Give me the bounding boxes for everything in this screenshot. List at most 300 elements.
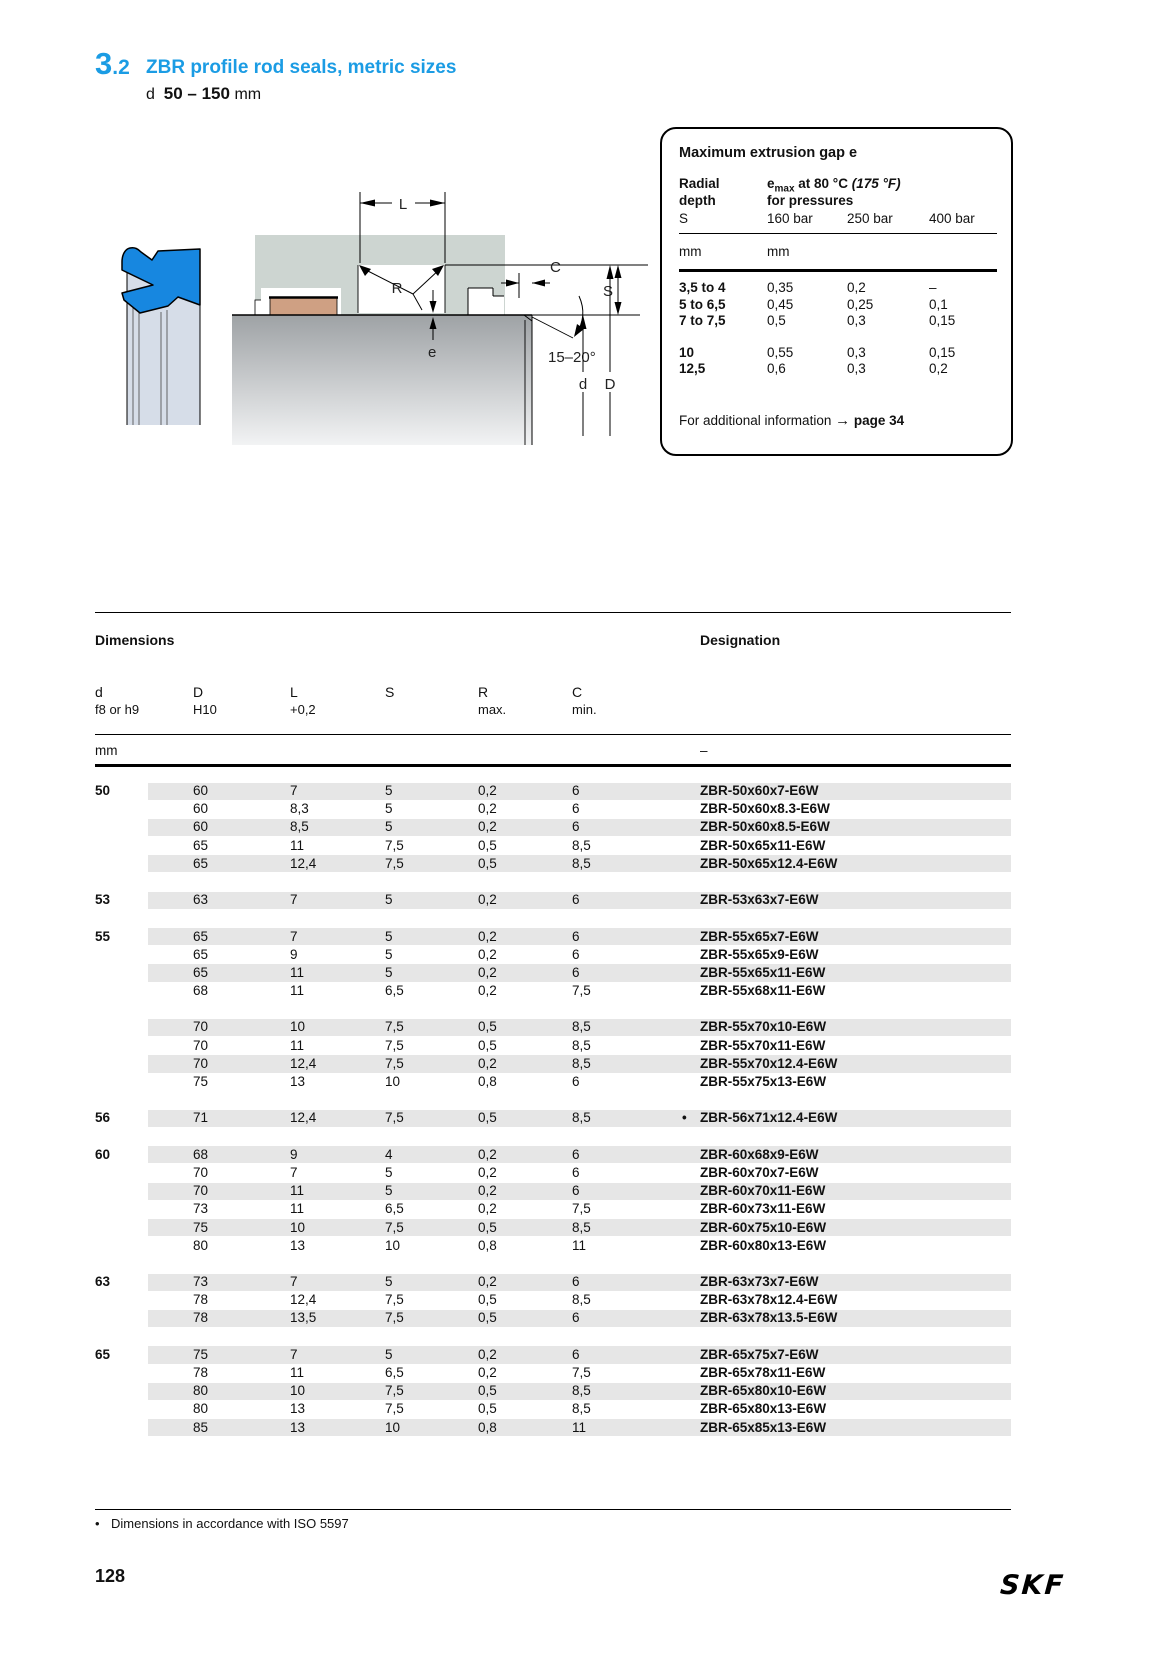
dimension-S xyxy=(603,265,622,315)
gapbox-col-250bar: 250 bar xyxy=(847,211,893,226)
gapbox-value-400bar: 0,1 xyxy=(929,296,948,312)
extrusion-gap-box xyxy=(660,127,1013,456)
row-L-value: 13 xyxy=(290,1237,306,1253)
table-row xyxy=(95,1364,1011,1382)
table-row xyxy=(95,1237,1011,1255)
footnote-label: Dimensions in accordance with ISO 5597 xyxy=(111,1516,349,1531)
gapbox-rows xyxy=(679,280,997,378)
table-row xyxy=(95,982,1011,1000)
gapbox-value-250bar: 0,3 xyxy=(847,313,866,328)
gapbox-radial-depth: 3,5 to 4 xyxy=(679,280,726,295)
table-group-d60 xyxy=(95,1146,1011,1255)
table-rule-mid xyxy=(95,734,1011,735)
gapbox-value-250bar: 0,2 xyxy=(847,280,866,295)
table-row xyxy=(95,1382,1011,1400)
row-S-value: 7,5 xyxy=(385,1055,404,1071)
row-S-value: 5 xyxy=(385,801,393,817)
row-C-value: 7,5 xyxy=(572,983,591,999)
row-C-value: 6 xyxy=(572,783,580,798)
row-C-value: 8,5 xyxy=(572,837,591,853)
row-D-value: 60 xyxy=(193,801,209,817)
table-row xyxy=(95,1400,1011,1418)
row-designation: ZBR-60x68x9-E6W xyxy=(700,1146,819,1162)
row-C-value: 6 xyxy=(572,801,580,817)
row-L-value: 9 xyxy=(290,1146,298,1162)
footnote xyxy=(95,1509,1011,1531)
table-row xyxy=(95,891,1011,909)
row-D-value: 70 xyxy=(193,1164,209,1180)
row-designation: ZBR-55x65x9-E6W xyxy=(700,946,819,962)
row-R-value: 0,8 xyxy=(478,1419,497,1435)
row-D-value: 75 xyxy=(193,1074,209,1089)
label-e: e xyxy=(428,344,437,361)
row-S-value: 5 xyxy=(385,783,393,798)
row-C-value: 6 xyxy=(572,1310,580,1326)
row-D-value: 78 xyxy=(193,1292,209,1308)
row-designation: ZBR-55x68x11-E6W xyxy=(700,983,826,999)
row-R-value: 0,5 xyxy=(478,1401,497,1417)
gapbox-rule-thick xyxy=(679,269,997,272)
row-D-value: 65 xyxy=(193,837,209,853)
row-L-value: 7 xyxy=(290,1346,298,1362)
row-C-value: 8,5 xyxy=(572,1055,591,1071)
col-subheader-D: H10 xyxy=(193,702,217,717)
table-group-d55 xyxy=(95,928,1011,1092)
row-S-value: 4 xyxy=(385,1146,393,1162)
table-row xyxy=(95,946,1011,964)
gapbox-value-160bar: 0,6 xyxy=(767,361,786,376)
row-D-value: 75 xyxy=(193,1219,209,1235)
row-L-value: 7 xyxy=(290,1274,298,1290)
row-L-value: 7 xyxy=(290,1164,298,1180)
table-row xyxy=(95,1055,1011,1073)
row-D-value: 70 xyxy=(193,1183,209,1199)
row-L-value: 12,4 xyxy=(290,1110,317,1126)
row-S-value: 6,5 xyxy=(385,1365,404,1380)
row-designation: ZBR-65x80x10-E6W xyxy=(700,1383,827,1399)
col-header-d: d xyxy=(95,684,103,700)
iso-bullet: • xyxy=(682,1110,687,1126)
gapbox-col1-header2: depth xyxy=(679,193,716,208)
chamfer-angle xyxy=(532,296,596,366)
table-row xyxy=(95,1109,1011,1127)
row-designation: ZBR-55x65x7-E6W xyxy=(700,928,819,944)
gapbox-value-160bar: 0,35 xyxy=(767,280,794,295)
gapbox-title: Maximum extrusion gap e xyxy=(679,145,858,161)
row-designation: ZBR-60x80x13-E6W xyxy=(700,1237,827,1253)
row-L-value: 7 xyxy=(290,928,298,944)
row-C-value: 8,5 xyxy=(572,1219,591,1235)
row-R-value: 0,5 xyxy=(478,1292,497,1308)
row-d-value: 63 xyxy=(95,1274,111,1290)
col-header-C: C xyxy=(572,684,583,700)
label-L: L xyxy=(398,196,408,213)
gapbox-value-250bar: 0,25 xyxy=(847,296,874,312)
arrow-right-icon: → xyxy=(835,412,851,429)
col-subheader-C: min. xyxy=(572,702,597,717)
row-R-value: 0,2 xyxy=(478,819,497,835)
label-R: R xyxy=(391,280,403,297)
label-C: C xyxy=(550,259,561,276)
row-L-value: 13 xyxy=(290,1419,306,1435)
gapbox-footer xyxy=(679,412,904,429)
row-C-value: 6 xyxy=(572,1346,580,1362)
row-L-value: 10 xyxy=(290,1019,306,1035)
row-S-value: 5 xyxy=(385,1274,393,1290)
row-D-value: 68 xyxy=(193,983,209,999)
gapbox-value-250bar: 0,3 xyxy=(847,361,866,376)
row-d-value: 56 xyxy=(95,1110,111,1126)
table-row xyxy=(95,1219,1011,1237)
row-R-value: 0,2 xyxy=(478,1055,497,1071)
row-L-value: 8,3 xyxy=(290,801,309,817)
col-header-D: D xyxy=(193,684,204,700)
row-S-value: 10 xyxy=(385,1237,401,1253)
gapbox-row xyxy=(679,361,997,378)
row-L-value: 10 xyxy=(290,1383,306,1399)
row-C-value: 8,5 xyxy=(572,1292,591,1308)
gapbox-footer-text: For additional information xyxy=(679,413,836,428)
seal-profile-left xyxy=(122,248,200,425)
row-D-value: 78 xyxy=(193,1310,209,1326)
row-R-value: 0,5 xyxy=(478,1383,497,1399)
row-C-value: 6 xyxy=(572,964,580,980)
row-C-value: 6 xyxy=(572,1074,580,1089)
page-subtitle xyxy=(146,84,261,104)
row-S-value: 7,5 xyxy=(385,1292,404,1308)
row-L-value: 13 xyxy=(290,1074,306,1089)
row-R-value: 0,2 xyxy=(478,983,497,999)
row-S-value: 7,5 xyxy=(385,837,404,853)
footnote-text xyxy=(95,1516,349,1531)
row-D-value: 80 xyxy=(193,1237,209,1253)
row-designation: ZBR-55x65x11-E6W xyxy=(700,964,826,980)
row-d-value: 53 xyxy=(95,892,111,908)
row-L-value: 13,5 xyxy=(290,1310,317,1326)
row-R-value: 0,2 xyxy=(478,783,497,798)
gapbox-page-link[interactable]: page 34 xyxy=(850,413,905,428)
table-row xyxy=(95,1419,1011,1437)
heading-designation: Designation xyxy=(700,632,781,648)
row-L-value: 8,5 xyxy=(290,819,309,835)
row-designation: ZBR-50x65x11-E6W xyxy=(700,837,826,853)
row-R-value: 0,5 xyxy=(478,1310,497,1326)
row-designation: ZBR-60x73x11-E6W xyxy=(700,1201,826,1217)
row-D-value: 65 xyxy=(193,946,209,962)
row-S-value: 5 xyxy=(385,1346,393,1362)
gapbox-radial-depth: 5 to 6,5 xyxy=(679,296,726,312)
gapbox-value-160bar: 0,55 xyxy=(767,344,794,360)
row-S-value: 7,5 xyxy=(385,1383,404,1399)
row-R-value: 0,2 xyxy=(478,1164,497,1180)
row-designation: ZBR-55x70x12.4-E6W xyxy=(700,1055,838,1071)
row-R-value: 0,5 xyxy=(478,855,497,871)
row-d-value: 55 xyxy=(95,928,111,944)
row-designation: ZBR-60x70x7-E6W xyxy=(700,1164,819,1180)
row-D-value: 65 xyxy=(193,928,209,944)
row-R-value: 0,2 xyxy=(478,1274,497,1290)
row-C-value: 6 xyxy=(572,892,580,908)
table-row xyxy=(95,1273,1011,1291)
table-rule-thick xyxy=(95,764,1011,767)
table-row xyxy=(95,1018,1011,1036)
gapbox-col1-header: Radial xyxy=(679,176,720,191)
row-R-value: 0,8 xyxy=(478,1074,497,1089)
row-R-value: 0,5 xyxy=(478,1037,497,1053)
table-row xyxy=(95,1200,1011,1218)
row-C-value: 6 xyxy=(572,1164,580,1180)
row-R-value: 0,5 xyxy=(478,1019,497,1035)
row-S-value: 7,5 xyxy=(385,1037,404,1053)
row-R-value: 0,2 xyxy=(478,892,497,908)
label-D: D xyxy=(604,376,616,393)
table-row xyxy=(95,818,1011,836)
row-L-value: 7 xyxy=(290,892,298,908)
row-C-value: 6 xyxy=(572,928,580,944)
row-D-value: 73 xyxy=(193,1201,209,1217)
row-L-value: 12,4 xyxy=(290,855,317,871)
row-C-value: 6 xyxy=(572,1146,580,1162)
row-C-value: 8,5 xyxy=(572,1037,591,1053)
row-L-value: 9 xyxy=(290,946,298,962)
col-subheader-R: max. xyxy=(478,702,507,717)
row-R-value: 0,2 xyxy=(478,1146,497,1162)
dimension-d xyxy=(579,315,587,436)
gapbox-value-250bar: 0,3 xyxy=(847,344,866,360)
row-L-value: 11 xyxy=(290,983,305,999)
row-C-value: 6 xyxy=(572,1274,580,1290)
emax-temp-f: (175 °F) xyxy=(851,176,901,191)
col-subheader-d: f8 or h9 xyxy=(95,702,140,717)
table-row xyxy=(95,1346,1011,1364)
emax-symbol: e xyxy=(767,176,775,191)
footnote-bullet: • xyxy=(95,1516,100,1531)
row-designation: • ZBR-56x71x12.4-E6W xyxy=(700,1109,837,1127)
row-designation: ZBR-65x78x11-E6W xyxy=(700,1365,826,1380)
row-designation: ZBR-63x78x12.4-E6W xyxy=(700,1292,838,1308)
col-header-L: L xyxy=(290,684,298,700)
row-C-value: 7,5 xyxy=(572,1365,591,1380)
row-L-value: 11 xyxy=(290,1365,305,1380)
subtitle-unit: mm xyxy=(234,86,262,103)
page-title: ZBR profile rod seals, metric sizes xyxy=(146,57,457,78)
row-S-value: 7,5 xyxy=(385,1019,404,1035)
row-D-value: 60 xyxy=(193,819,209,835)
gapbox-col-400bar: 400 bar xyxy=(929,211,975,226)
row-designation: ZBR-53x63x7-E6W xyxy=(700,892,819,908)
row-S-value: 5 xyxy=(385,928,393,944)
table-row xyxy=(95,964,1011,982)
gapbox-value-400bar: 0,15 xyxy=(929,313,956,328)
row-D-value: 80 xyxy=(193,1401,209,1417)
section-number-major: 3 xyxy=(95,46,113,81)
heading-dimensions: Dimensions xyxy=(95,632,175,648)
row-D-value: 73 xyxy=(193,1274,209,1290)
emax-temp: at 80 °C xyxy=(794,176,852,191)
row-D-value: 63 xyxy=(193,892,209,908)
row-S-value: 5 xyxy=(385,1164,393,1180)
row-D-value: 71 xyxy=(193,1110,209,1126)
section-number xyxy=(95,48,130,80)
row-C-value: 11 xyxy=(572,1419,587,1435)
row-designation: ZBR-63x73x7-E6W xyxy=(700,1274,819,1290)
row-L-value: 7 xyxy=(290,783,298,798)
gapbox-unit-1: mm xyxy=(679,244,702,259)
gapbox-row xyxy=(679,345,997,362)
row-L-value: 11 xyxy=(290,1201,305,1217)
section-number-minor: .2 xyxy=(112,56,130,79)
gapbox-col-160bar: 160 bar xyxy=(767,211,813,226)
row-S-value: 6,5 xyxy=(385,983,404,999)
gapbox-radial-depth: 7 to 7,5 xyxy=(679,313,726,328)
table-group-d53 xyxy=(95,891,1011,909)
gapbox-rule-thin xyxy=(679,233,997,234)
backup-ring xyxy=(270,298,337,315)
row-C-value: 7,5 xyxy=(572,1201,591,1217)
gapbox-value-160bar: 0,5 xyxy=(767,313,786,328)
row-R-value: 0,5 xyxy=(478,1110,497,1126)
row-d-value: 65 xyxy=(95,1346,111,1362)
row-R-value: 0,2 xyxy=(478,801,497,817)
unit-mm: mm xyxy=(95,743,118,758)
row-D-value: 65 xyxy=(193,855,209,871)
table-group-d63 xyxy=(95,1273,1011,1328)
row-R-value: 0,2 xyxy=(478,1365,497,1380)
row-designation: ZBR-55x70x10-E6W xyxy=(700,1019,827,1035)
row-D-value: 70 xyxy=(193,1037,209,1053)
row-designation: ZBR-60x75x10-E6W xyxy=(700,1219,827,1235)
unit-row xyxy=(95,743,1011,758)
row-R-value: 0,2 xyxy=(478,946,497,962)
row-designation: ZBR-50x65x12.4-E6W xyxy=(700,855,838,871)
label-S: S xyxy=(603,283,614,300)
table-row xyxy=(95,928,1011,946)
table-row xyxy=(95,855,1011,873)
row-S-value: 5 xyxy=(385,946,393,962)
table-row xyxy=(95,837,1011,855)
skf-logo: SKF xyxy=(999,1570,1067,1601)
row-L-value: 11 xyxy=(290,837,305,853)
table-row xyxy=(95,1146,1011,1164)
row-S-value: 7,5 xyxy=(385,1401,404,1417)
row-R-value: 0,2 xyxy=(478,1183,497,1199)
row-C-value: 8,5 xyxy=(572,1383,591,1399)
gapbox-value-400bar: 0,2 xyxy=(929,361,948,376)
gapbox-value-400bar: – xyxy=(929,280,937,295)
table-group-d65 xyxy=(95,1346,1011,1437)
housing-groove xyxy=(255,235,505,315)
row-C-value: 8,5 xyxy=(572,1401,591,1417)
row-D-value: 80 xyxy=(193,1383,209,1399)
row-designation: ZBR-65x85x13-E6W xyxy=(700,1419,827,1435)
row-S-value: 10 xyxy=(385,1074,401,1089)
gapbox-unit-2: mm xyxy=(767,244,790,259)
gapbox-value-400bar: 0,15 xyxy=(929,344,956,360)
label-angle: 15–20° xyxy=(548,349,596,366)
gapbox-radial-depth: 10 xyxy=(679,344,695,360)
table-row xyxy=(95,800,1011,818)
row-C-value: 11 xyxy=(572,1237,587,1253)
row-C-value: 6 xyxy=(572,946,580,962)
row-D-value: 85 xyxy=(193,1419,209,1435)
table-row xyxy=(95,1291,1011,1309)
row-C-value: 8,5 xyxy=(572,855,591,871)
table-headings xyxy=(95,632,1011,650)
row-S-value: 10 xyxy=(385,1419,401,1435)
col-header-R: R xyxy=(478,684,489,700)
table-row xyxy=(95,1073,1011,1091)
row-designation: ZBR-65x80x13-E6W xyxy=(700,1401,827,1417)
gapbox-col1-symbol: S xyxy=(679,211,689,226)
page-number: 128 xyxy=(95,1566,126,1586)
row-D-value: 70 xyxy=(193,1055,209,1071)
gapbox-row xyxy=(679,313,997,330)
row-S-value: 7,5 xyxy=(385,1110,404,1126)
row-R-value: 0,2 xyxy=(478,1346,497,1362)
gapbox-radial-depth: 12,5 xyxy=(679,361,706,376)
table-row xyxy=(95,782,1011,800)
table-row xyxy=(95,1037,1011,1055)
subtitle-range: 50 – 150 xyxy=(163,84,230,103)
row-L-value: 11 xyxy=(290,964,305,980)
row-R-value: 0,2 xyxy=(478,964,497,980)
row-designation: ZBR-63x78x13.5-E6W xyxy=(700,1310,838,1326)
designation-dash: – xyxy=(700,743,708,758)
row-R-value: 0,2 xyxy=(478,928,497,944)
row-designation: ZBR-55x75x13-E6W xyxy=(700,1074,827,1089)
table-group-d56 xyxy=(95,1109,1011,1127)
col-subheader-L: +0,2 xyxy=(290,702,316,717)
row-designation: ZBR-55x70x11-E6W xyxy=(700,1037,826,1053)
table-row xyxy=(95,1182,1011,1200)
table-group-d50 xyxy=(95,782,1011,873)
table-body xyxy=(95,782,1011,1437)
rod xyxy=(232,315,532,445)
row-R-value: 0,5 xyxy=(478,1219,497,1235)
row-L-value: 12,4 xyxy=(290,1055,317,1071)
row-C-value: 8,5 xyxy=(572,1110,591,1126)
row-S-value: 6,5 xyxy=(385,1201,404,1217)
gapbox-row xyxy=(679,297,997,314)
row-R-value: 0,5 xyxy=(478,837,497,853)
subtitle-d-label: d xyxy=(146,86,155,103)
row-C-value: 6 xyxy=(572,819,580,835)
row-designation: ZBR-60x70x11-E6W xyxy=(700,1183,826,1199)
row-S-value: 5 xyxy=(385,964,393,980)
row-D-value: 75 xyxy=(193,1346,209,1362)
gapbox-value-160bar: 0,45 xyxy=(767,296,794,312)
row-D-value: 70 xyxy=(193,1019,209,1035)
row-C-value: 6 xyxy=(572,1183,580,1199)
row-D-value: 68 xyxy=(193,1146,209,1162)
row-S-value: 7,5 xyxy=(385,1219,404,1235)
row-designation: ZBR-65x75x7-E6W xyxy=(700,1346,819,1362)
row-L-value: 10 xyxy=(290,1219,306,1235)
row-L-value: 13 xyxy=(290,1401,306,1417)
row-S-value: 7,5 xyxy=(385,855,404,871)
gapbox-pressures-label: for pressures xyxy=(767,193,854,208)
row-L-value: 11 xyxy=(290,1037,305,1053)
row-designation: ZBR-50x60x8.5-E6W xyxy=(700,819,830,835)
row-S-value: 5 xyxy=(385,819,393,835)
seal-cross-section-diagram xyxy=(95,150,655,460)
emax-subscript: max xyxy=(774,183,795,195)
row-R-value: 0,8 xyxy=(478,1237,497,1253)
row-d-value: 60 xyxy=(95,1146,111,1162)
label-d: d xyxy=(578,376,588,393)
row-D-value: 78 xyxy=(193,1365,209,1380)
row-C-value: 8,5 xyxy=(572,1019,591,1035)
